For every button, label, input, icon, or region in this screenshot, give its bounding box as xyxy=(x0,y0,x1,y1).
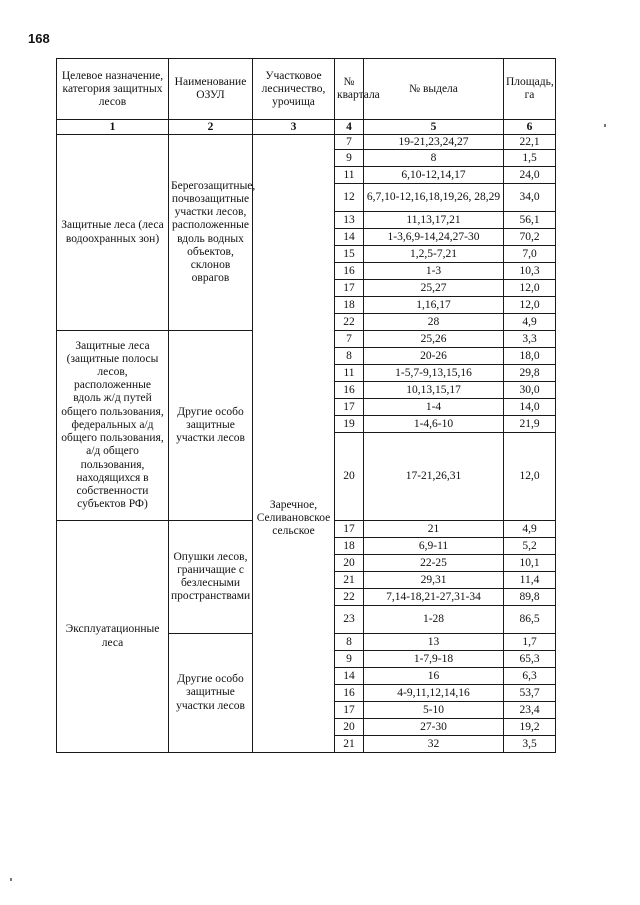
ozul-cell: Другие особо защитные участки лесов xyxy=(169,634,253,753)
area-cell: 23,4 xyxy=(504,702,556,719)
quarter-cell: 12 xyxy=(335,184,364,212)
area-cell: 34,0 xyxy=(504,184,556,212)
quarter-cell: 20 xyxy=(335,555,364,572)
quarter-cell: 16 xyxy=(335,382,364,399)
column-index: 6 xyxy=(504,120,556,135)
area-cell: 6,3 xyxy=(504,668,556,685)
column-index: 3 xyxy=(253,120,335,135)
quarter-cell: 14 xyxy=(335,668,364,685)
quarter-cell: 17 xyxy=(335,280,364,297)
ozul-cell: Опушки лесов, граничащие с безлесными пространствами xyxy=(169,521,253,634)
area-cell: 29,8 xyxy=(504,365,556,382)
plot-cell: 1-4,6-10 xyxy=(364,416,504,433)
plot-cell: 10,13,15,17 xyxy=(364,382,504,399)
header-plot: № выдела xyxy=(364,59,504,120)
area-cell: 4,9 xyxy=(504,314,556,331)
plot-cell: 1-5,7-9,13,15,16 xyxy=(364,365,504,382)
quarter-cell: 19 xyxy=(335,416,364,433)
area-cell: 30,0 xyxy=(504,382,556,399)
area-cell: 10,1 xyxy=(504,555,556,572)
plot-cell: 6,9-11 xyxy=(364,538,504,555)
plot-cell: 1-7,9-18 xyxy=(364,651,504,668)
area-cell: 12,0 xyxy=(504,297,556,314)
category-cell: Защитные леса (защитные полосы лесов, расположенные вдоль ж/д путей общего пользования, федеральных а/д общего пользования, а/д общего пользования, находящихся в собственности субъектов РФ) xyxy=(57,331,169,521)
quarter-cell: 16 xyxy=(335,685,364,702)
plot-cell: 4-9,11,12,14,16 xyxy=(364,685,504,702)
quarter-cell: 13 xyxy=(335,212,364,229)
plot-cell: 27-30 xyxy=(364,719,504,736)
quarter-cell: 9 xyxy=(335,651,364,668)
area-cell: 18,0 xyxy=(504,348,556,365)
quarter-cell: 18 xyxy=(335,297,364,314)
quarter-cell: 22 xyxy=(335,589,364,606)
plot-cell: 1-28 xyxy=(364,606,504,634)
quarter-cell: 15 xyxy=(335,246,364,263)
plot-cell: 29,31 xyxy=(364,572,504,589)
area-cell: 86,5 xyxy=(504,606,556,634)
quarter-cell: 11 xyxy=(335,167,364,184)
plot-cell: 11,13,17,21 xyxy=(364,212,504,229)
plot-cell: 28 xyxy=(364,314,504,331)
area-cell: 3,5 xyxy=(504,736,556,753)
quarter-cell: 7 xyxy=(335,135,364,150)
plot-cell: 1,2,5-7,21 xyxy=(364,246,504,263)
plot-cell: 7,14-18,21-27,31-34 xyxy=(364,589,504,606)
plot-cell: 21 xyxy=(364,521,504,538)
quarter-cell: 18 xyxy=(335,538,364,555)
plot-cell: 20-26 xyxy=(364,348,504,365)
category-cell: Эксплуатационные леса xyxy=(57,521,169,753)
ozul-cell: Берегозащитные, почвозащитные участки лесов, расположенные вдоль водных объектов, склонов оврагов xyxy=(169,135,253,331)
plot-cell: 1,16,17 xyxy=(364,297,504,314)
header-purpose: Целевое назначение, категория защитных лесов xyxy=(57,59,169,120)
plot-cell: 22-25 xyxy=(364,555,504,572)
plot-cell: 1-4 xyxy=(364,399,504,416)
plot-cell: 1-3 xyxy=(364,263,504,280)
plot-cell: 19-21,23,24,27 xyxy=(364,135,504,150)
quarter-cell: 7 xyxy=(335,331,364,348)
plot-cell: 25,26 xyxy=(364,331,504,348)
quarter-cell: 17 xyxy=(335,521,364,538)
quarter-cell: 9 xyxy=(335,150,364,167)
plot-cell: 25,27 xyxy=(364,280,504,297)
area-cell: 24,0 xyxy=(504,167,556,184)
plot-cell: 17-21,26,31 xyxy=(364,433,504,521)
plot-cell: 8 xyxy=(364,150,504,167)
scan-speck xyxy=(10,878,12,881)
area-cell: 1,5 xyxy=(504,150,556,167)
scan-speck xyxy=(604,124,606,127)
area-cell: 14,0 xyxy=(504,399,556,416)
area-cell: 3,3 xyxy=(504,331,556,348)
area-cell: 12,0 xyxy=(504,433,556,521)
area-cell: 7,0 xyxy=(504,246,556,263)
area-cell: 70,2 xyxy=(504,229,556,246)
area-cell: 65,3 xyxy=(504,651,556,668)
column-index: 1 xyxy=(57,120,169,135)
quarter-cell: 20 xyxy=(335,433,364,521)
column-index: 4 xyxy=(335,120,364,135)
area-cell: 5,2 xyxy=(504,538,556,555)
header-quarter: № квартала xyxy=(335,59,364,120)
quarter-cell: 22 xyxy=(335,314,364,331)
area-cell: 12,0 xyxy=(504,280,556,297)
column-index: 2 xyxy=(169,120,253,135)
plot-cell: 1-3,6,9-14,24,27-30 xyxy=(364,229,504,246)
quarter-cell: 14 xyxy=(335,229,364,246)
plot-cell: 6,10-12,14,17 xyxy=(364,167,504,184)
plot-cell: 16 xyxy=(364,668,504,685)
header-ozul-name: Наименование ОЗУЛ xyxy=(169,59,253,120)
area-cell: 10,3 xyxy=(504,263,556,280)
quarter-cell: 16 xyxy=(335,263,364,280)
plot-cell: 32 xyxy=(364,736,504,753)
area-cell: 89,8 xyxy=(504,589,556,606)
category-cell: Защитные леса (леса водоохранных зон) xyxy=(57,135,169,331)
quarter-cell: 21 xyxy=(335,736,364,753)
quarter-cell: 8 xyxy=(335,634,364,651)
column-index: 5 xyxy=(364,120,504,135)
area-cell: 19,2 xyxy=(504,719,556,736)
page-number: 168 xyxy=(28,31,50,46)
table-row xyxy=(57,135,556,150)
forest-plots-table xyxy=(56,58,556,753)
area-cell: 22,1 xyxy=(504,135,556,150)
area-cell: 56,1 xyxy=(504,212,556,229)
header-area: Площадь, га xyxy=(504,59,556,120)
quarter-cell: 17 xyxy=(335,702,364,719)
ozul-cell: Другие особо защитные участки лесов xyxy=(169,331,253,521)
header-forestry: Участковое лесничество, урочища xyxy=(253,59,335,120)
quarter-cell: 20 xyxy=(335,719,364,736)
area-cell: 4,9 xyxy=(504,521,556,538)
area-cell: 21,9 xyxy=(504,416,556,433)
quarter-cell: 21 xyxy=(335,572,364,589)
plot-cell: 13 xyxy=(364,634,504,651)
area-cell: 11,4 xyxy=(504,572,556,589)
quarter-cell: 8 xyxy=(335,348,364,365)
area-cell: 1,7 xyxy=(504,634,556,651)
quarter-cell: 11 xyxy=(335,365,364,382)
area-cell: 53,7 xyxy=(504,685,556,702)
quarter-cell: 17 xyxy=(335,399,364,416)
table-body xyxy=(57,135,556,753)
plot-cell: 5-10 xyxy=(364,702,504,719)
plot-cell: 6,7,10-12,16,18,19,26, 28,29 xyxy=(364,184,504,212)
forestry-cell: Заречное, Селивановское сельское xyxy=(253,135,335,753)
quarter-cell: 23 xyxy=(335,606,364,634)
